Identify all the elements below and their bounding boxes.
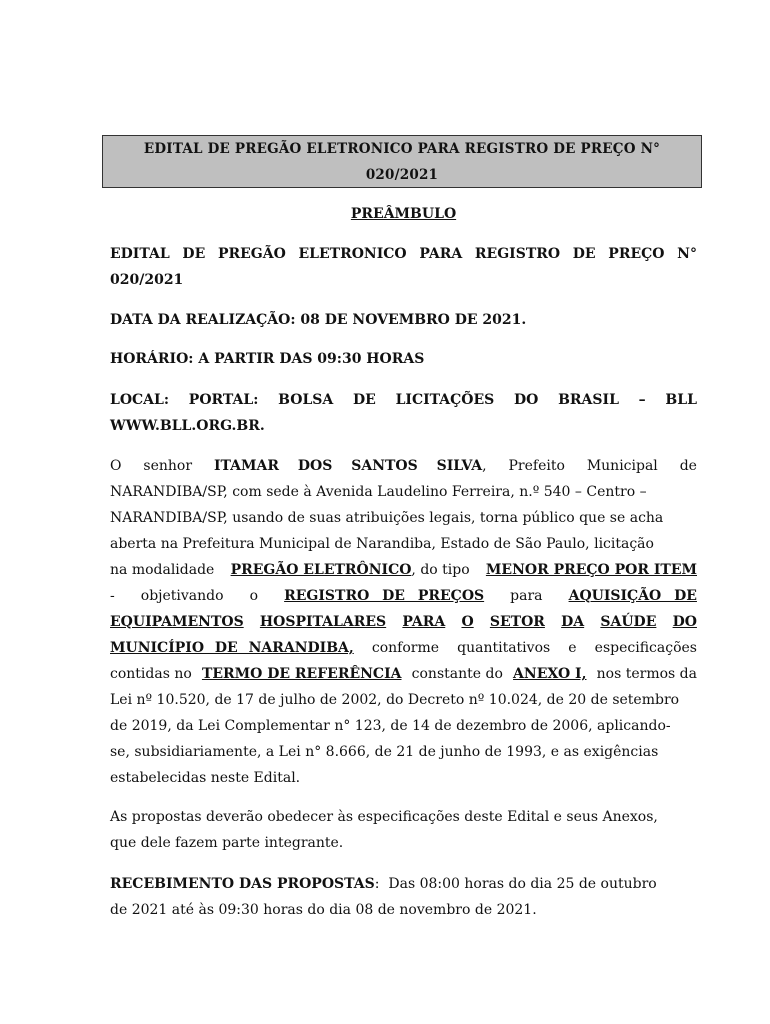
title-line-1: EDITAL DE PREGÃO ELETRONICO PARA REGISTRO DE PREÇO N°: [143, 141, 661, 157]
termo-de-referencia: TERMO DE REFERÊNCIA: [201, 666, 402, 682]
anexo-i: ANEXO I,: [513, 666, 587, 682]
registro-de-precos: REGISTRO DE PREÇOS: [284, 588, 485, 604]
data-realizacao: DATA DA REALIZAÇÃO: 08 DE NOVEMBRO DE 2021.: [110, 312, 527, 328]
title-box: [102, 135, 702, 188]
recebimento-label: RECEBIMENTO DAS PROPOSTAS: [110, 876, 375, 892]
edital-heading: [110, 241, 697, 293]
local: [110, 387, 697, 439]
paragraph-3: RECEBIMENTO DAS PROPOSTAS: Das 08:00 horas do dia 25 de outubro de 2021 até às 09:30 horas do dia 08 de novembro de 2021.: [110, 876, 657, 918]
preambulo-heading: PREÂMBULO: [350, 206, 457, 222]
mayor-name: ITAMAR DOS SANTOS SILVA: [213, 458, 483, 474]
local-line-2: WWW.BLL.ORG.BR.: [110, 418, 265, 434]
title-line-2: 020/2021: [365, 167, 439, 183]
horario: HORÁRIO: A PARTIR DAS 09:30 HORAS: [110, 351, 425, 367]
modalidade-pregao: PREGÃO ELETRÔNICO: [230, 562, 412, 578]
paragraph-2: As propostas deverão obedecer às especificações deste Edital e seus Anexos, que dele fazem parte integrante.: [110, 809, 658, 851]
paragraph-1: O senhor ITAMAR DOS SANTOS SILVA, Prefeito Municipal de NARANDIBA/SP, com sede à Avenida Laudelino Ferreira, n.º 540 – Centro – NARANDIBA/SP, usando de suas atribuições legais, torna público que se acha aberta na Prefeitura Municipal de Narandiba, Estado de São Paulo, licitação na modalidade PREGÃO ELETRÔNICO, do tipo MENOR PREÇO POR ITEM - objetivando o REGISTRO DE PREÇOS para AQUISIÇÃO DE EQUIPAMENTOS HOSPITALARES PARA O SETOR DA SAÚDE DO MUNICÍPIO DE NARANDIBA, conforme quantitativos e especificações contidas no TERMO DE REFERÊNCIA constante do ANEXO I, nos termos da Lei nº 10.520, de 17 de julho de 2002, do Decreto nº 10.024, de 20 de setembro de 2019, da Lei Complementar n° 123, de 14 de dezembro de 2006, aplicando- se, subsidiariamente, a Lei n° 8.666, de 21 de junho de 1993, e as exigências estabelecidas neste Edital.: [110, 458, 697, 786]
edital-heading-line-2: 020/2021: [110, 272, 184, 288]
objeto-line: EQUIPAMENTOS HOSPITALARES PARA O SETOR DA SAÚDE DO: [110, 614, 697, 630]
local-line-1: LOCAL: PORTAL: BOLSA DE LICITAÇÕES DO BRASIL – BLL: [110, 392, 697, 408]
tipo-menor-preco: MENOR PREÇO POR ITEM: [485, 562, 697, 578]
edital-heading-line-1: EDITAL DE PREGÃO ELETRONICO PARA REGISTRO DE PREÇO N°: [110, 246, 697, 262]
